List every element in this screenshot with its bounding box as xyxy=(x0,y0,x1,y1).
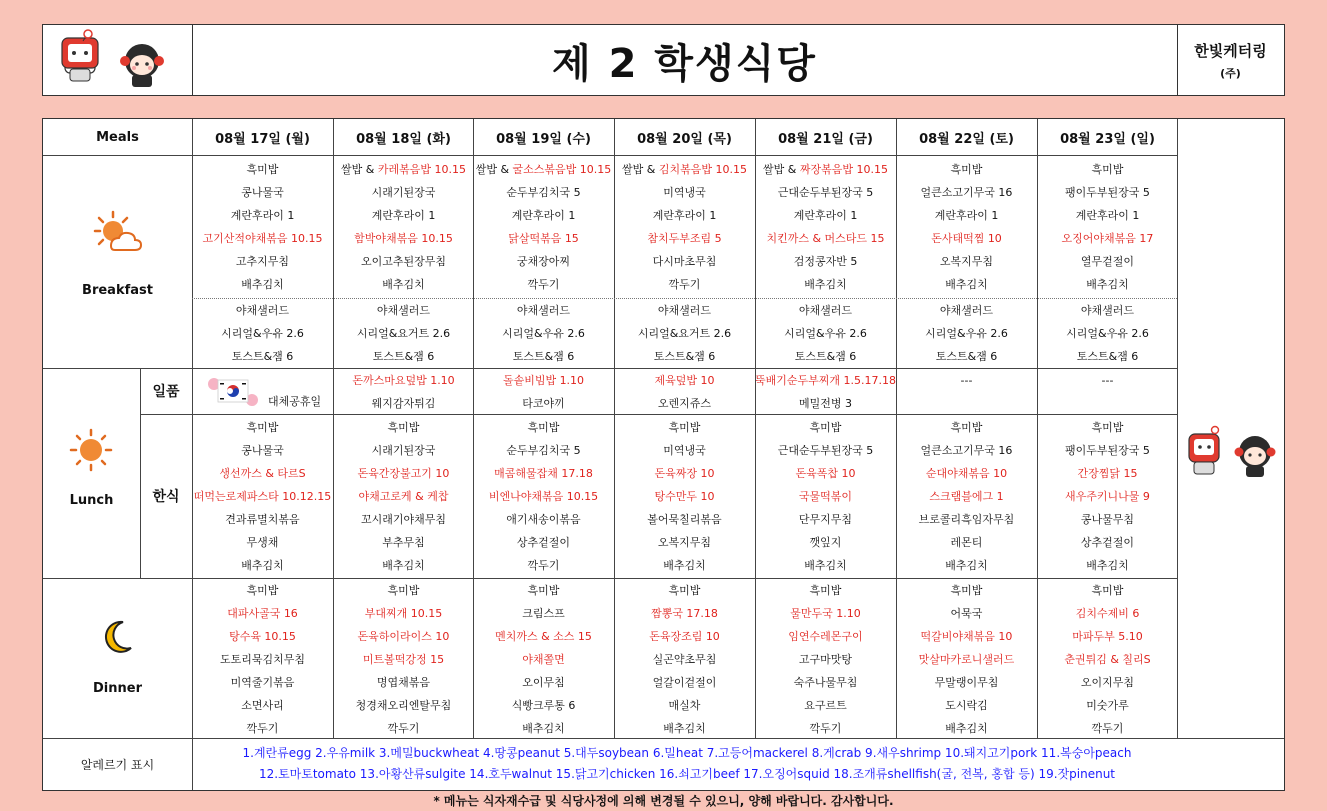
hansik-menu-item: 생선까스 & 타르S xyxy=(219,467,306,480)
dinner-label: Dinner xyxy=(93,681,142,696)
breakfast-extra-menu-item: 시리얼&우유 2.6 xyxy=(221,327,304,340)
dinner-menu-item: 부대찌개 10.15 xyxy=(364,607,443,620)
dinner-menu-item: 춘권튀김 & 칠리S xyxy=(1064,653,1151,666)
breakfast-menu-item: 계란후라이 1 xyxy=(511,209,576,222)
breakfast-menu-item xyxy=(333,158,474,181)
dinner-menu-item: 임연수레몬구이 xyxy=(788,630,863,643)
mascot-icon xyxy=(1179,424,1283,480)
sun-icon xyxy=(69,428,113,472)
dinner-menu-item: 김치수제비 6 xyxy=(1075,607,1140,620)
breakfast-extra-menu-item: 야채샐러드 xyxy=(798,304,853,317)
hansik-menu-item: 비엔나야채볶음 10.15 xyxy=(488,490,599,503)
breakfast-extra-menu-item: 토스트&잼 6 xyxy=(512,350,575,363)
ilpum-menu-item: --- xyxy=(960,374,973,387)
breakfast-menu-item: 계란후라이 1 xyxy=(1075,209,1140,222)
dinner-menu-item: 흑미밥 xyxy=(809,584,842,597)
menu-item-part-highlight: 카레볶음밥 10.15 xyxy=(377,163,466,176)
meals-header: Meals xyxy=(96,129,139,145)
ilpum-menu-item: 오렌지쥬스 xyxy=(657,397,712,410)
dinner-menu-item: 미숫가루 xyxy=(1086,699,1129,712)
breakfast-extra-menu-item: 토스트&잼 6 xyxy=(231,350,294,363)
lunch-label: Lunch xyxy=(69,493,114,508)
breakfast-extra-menu-item: 토스트&잼 6 xyxy=(794,350,857,363)
dinner-menu-item: 실곤약초무침 xyxy=(652,653,717,666)
breakfast-menu-item: 얼큰소고기무국 16 xyxy=(920,186,1013,199)
hansik-menu-item: 흑미밥 xyxy=(668,421,701,434)
breakfast-extra-menu-item: 야채샐러드 xyxy=(376,304,431,317)
dinner-menu-item: 청경채오리엔탈무침 xyxy=(355,699,452,712)
hansik-menu-item: 콩나물무침 xyxy=(1080,513,1135,526)
hansik-menu-item: 배추김치 xyxy=(945,559,988,572)
breakfast-extra-menu-item: 야채샐러드 xyxy=(939,304,994,317)
dinner-menu-item: 흑미밥 xyxy=(246,584,279,597)
dinner-menu-item: 마파두부 5.10 xyxy=(1072,630,1143,643)
breakfast-extra-menu-item: 토스트&잼 6 xyxy=(372,350,435,363)
dinner-menu-item: 깍두기 xyxy=(387,722,420,735)
mascot-icon xyxy=(43,25,192,95)
breakfast-extra-menu-item: 토스트&잼 6 xyxy=(1076,350,1139,363)
page-title-cell xyxy=(192,25,1178,95)
hansik-menu-item: 탕수만두 10 xyxy=(654,490,715,503)
date-header: 08월 23일 (일) xyxy=(1060,131,1155,147)
breakfast-menu-item: 근대순두부된장국 5 xyxy=(777,186,874,199)
allergy-label: 알레르기 표시 xyxy=(80,757,155,772)
menu-item-part: 쌀밥 & xyxy=(475,163,513,176)
company-name: 한빛케터링 xyxy=(1194,41,1267,60)
breakfast-menu-item: 배추김치 xyxy=(945,278,988,291)
breakfast-menu-item: 팽이두부된장국 5 xyxy=(1065,186,1150,199)
ilpum-menu-item: 돈까스마요덮밥 1.10 xyxy=(352,374,455,387)
hansik-menu-item: 흑미밥 xyxy=(527,421,560,434)
logo-cell xyxy=(43,25,193,95)
dinner-menu-item: 깍두기 xyxy=(1091,722,1124,735)
breakfast-menu-item: 계란후라이 1 xyxy=(793,209,858,222)
crescent-moon-icon xyxy=(103,620,133,654)
breakfast-menu-item: 흑미밥 xyxy=(1091,163,1124,176)
dinner-menu-item: 명엽채볶음 xyxy=(376,676,431,689)
dinner-menu-item: 배추김치 xyxy=(522,722,565,735)
breakfast-menu-item: 오복지무침 xyxy=(939,255,994,268)
breakfast-menu-item: 미역냉국 xyxy=(663,186,706,199)
dinner-menu-item: 무말랭이무침 xyxy=(934,676,999,689)
hansik-menu-item: 간장찜닭 15 xyxy=(1077,467,1138,480)
breakfast-extra-menu-item: 야채샐러드 xyxy=(657,304,712,317)
hansik-menu-item: 배추김치 xyxy=(1086,559,1129,572)
hansik-menu-item: 국물떡볶이 xyxy=(798,490,853,503)
hansik-menu-item: 견과류멸치볶음 xyxy=(225,513,300,526)
breakfast-menu-item: 배추김치 xyxy=(1086,278,1129,291)
menu-table xyxy=(42,118,1285,791)
hansik-menu-item: 스크램블에그 1 xyxy=(929,490,1004,503)
breakfast-menu-item: 검정콩자반 5 xyxy=(793,255,858,268)
breakfast-menu-item: 순두부김치국 5 xyxy=(506,186,581,199)
hansik-menu-item: 흑미밥 xyxy=(387,421,420,434)
date-header: 08월 22일 (토) xyxy=(919,131,1014,147)
dinner-menu-item: 대파사골국 16 xyxy=(227,607,298,620)
breakfast-extra-menu-item: 야채샐러드 xyxy=(1080,304,1135,317)
dinner-menu-item: 깍두기 xyxy=(809,722,842,735)
breakfast-extra-menu-item: 시리얼&우유 2.6 xyxy=(502,327,585,340)
company-cell xyxy=(1177,25,1284,95)
hansik-menu-item: 꼬시래기야채무침 xyxy=(360,513,446,526)
dinner-menu-item: 배추김치 xyxy=(945,722,988,735)
breakfast-menu-item: 배추김치 xyxy=(241,278,284,291)
dinner-menu-item: 도시락김 xyxy=(945,699,988,712)
dinner-menu-item: 야채쫄면 xyxy=(522,653,565,666)
ilpum-menu-item: 메밀전병 3 xyxy=(799,397,852,410)
menu-item-part: 쌀밥 & xyxy=(341,163,378,176)
breakfast-extra-menu-item: 토스트&잼 6 xyxy=(935,350,998,363)
ilpum-menu-item: 뚝배기순두부찌개 1.5.17.18 xyxy=(755,374,896,387)
hansik-menu-item: 상추겉절이 xyxy=(1080,536,1135,549)
dinner-menu-item: 흑미밥 xyxy=(950,584,983,597)
hansik-menu-item: 단무지무침 xyxy=(798,513,853,526)
hansik-menu-item: 부추무침 xyxy=(382,536,425,549)
date-header: 08월 18일 (화) xyxy=(356,131,451,147)
breakfast-extra-menu-item: 시리얼&요거트 2.6 xyxy=(356,327,451,340)
breakfast-extra-menu-item: 야채샐러드 xyxy=(516,304,571,317)
breakfast-menu-item: 배추김치 xyxy=(804,278,847,291)
date-header: 08월 19일 (수) xyxy=(496,131,591,147)
dinner-menu-item: 오이무침 xyxy=(522,676,565,689)
hansik-menu-item: 매콤해물잡채 17.18 xyxy=(494,467,593,480)
dinner-menu-item: 멘치까스 & 소스 15 xyxy=(495,630,592,643)
hansik-menu-item: 무생채 xyxy=(246,536,279,549)
ilpum-menu-item: 돌솥비빔밥 1.10 xyxy=(502,374,585,387)
day-column xyxy=(473,119,614,738)
breakfast-extra-menu-item: 야채샐러드 xyxy=(235,304,290,317)
footer-note: * 메뉴는 식자재수급 및 식당사정에 의해 변경될 수 있으니, 양해 바랍니다. 감사합니다. xyxy=(433,794,894,808)
date-header: 08월 20일 (목) xyxy=(637,131,732,147)
ilpum-menu-item: --- xyxy=(1101,374,1114,387)
dinner-label-cell xyxy=(43,578,192,738)
breakfast-menu-item: 계란후라이 1 xyxy=(230,209,295,222)
hansik-menu-item: 순두부김치국 5 xyxy=(506,444,581,457)
dinner-menu-item: 배추김치 xyxy=(663,722,706,735)
breakfast-menu-item: 오이고추된장무침 xyxy=(360,255,446,268)
breakfast-menu-item: 고기산적야채볶음 10.15 xyxy=(202,232,323,245)
breakfast-menu-item: 다시마초무침 xyxy=(652,255,717,268)
hansik-menu-item: 배추김치 xyxy=(241,559,284,572)
header-bar xyxy=(42,24,1285,96)
dinner-menu-item: 떡갈비야채볶음 10 xyxy=(920,630,1013,643)
hansik-menu-item: 얼큰소고기무국 16 xyxy=(920,444,1013,457)
hansik-menu-item: 브로콜리흑임자무침 xyxy=(918,513,1015,526)
menu-item-part-highlight: 김치볶음밥 10.15 xyxy=(658,163,747,176)
dinner-menu-item: 크림스프 xyxy=(522,607,565,620)
breakfast-menu-item: 참치두부조림 5 xyxy=(647,232,722,245)
hansik-menu-item: 돈육간장불고기 10 xyxy=(357,467,450,480)
breakfast-menu-item: 치킨까스 & 머스타드 15 xyxy=(766,232,885,245)
dinner-menu-item: 어묵국 xyxy=(950,607,983,620)
hansik-menu-item: 깍두기 xyxy=(527,559,560,572)
hansik-menu-item: 애기새송이볶음 xyxy=(506,513,581,526)
breakfast-extra-menu-item: 시리얼&요거트 2.6 xyxy=(637,327,732,340)
hansik-menu-item: 팽이두부된장국 5 xyxy=(1065,444,1150,457)
dinner-menu-item: 고구마맛탕 xyxy=(798,653,853,666)
hansik-menu-item: 야채고로케 & 케찹 xyxy=(358,490,449,503)
dinner-menu-item: 매실차 xyxy=(668,699,701,712)
hansik-menu-item: 흑미밥 xyxy=(809,421,842,434)
breakfast-menu-item: 함박야채볶음 10.15 xyxy=(354,232,453,245)
hansik-menu-item: 흑미밥 xyxy=(1091,421,1124,434)
breakfast-menu-item: 계란후라이 1 xyxy=(371,209,436,222)
lunch-label-cell xyxy=(43,368,140,578)
dinner-menu-item: 짬뽕국 17.18 xyxy=(651,607,718,620)
hansik-menu-item: 오복지무침 xyxy=(657,536,712,549)
hansik-menu-item: 깻잎지 xyxy=(809,536,842,549)
hansik-menu-item: 순대야채볶음 10 xyxy=(925,467,1008,480)
hansik-menu-item: 흑미밥 xyxy=(950,421,983,434)
breakfast-menu-item: 닭살떡볶음 15 xyxy=(508,232,579,245)
breakfast-menu-item: 고추지무침 xyxy=(235,255,290,268)
hansik-menu-item: 배추김치 xyxy=(663,559,706,572)
hansik-menu-item: 근대순두부된장국 5 xyxy=(777,444,874,457)
menu-item-part: 쌀밥 & xyxy=(622,163,659,176)
dinner-menu-item: 깍두기 xyxy=(246,722,279,735)
page-title: 제 2 학생식당 xyxy=(552,40,817,87)
breakfast-menu-item xyxy=(614,158,755,181)
dinner-menu-item: 흑미밥 xyxy=(527,584,560,597)
dinner-menu-item: 흑미밥 xyxy=(1091,584,1124,597)
dinner-menu-item: 얼갈이겉절이 xyxy=(652,676,717,689)
day-column xyxy=(192,119,333,738)
dinner-menu-item: 물만두국 1.10 xyxy=(790,607,861,620)
breakfast-menu-item: 오징어야채볶음 17 xyxy=(1061,232,1154,245)
breakfast-menu-item xyxy=(755,158,896,181)
dinner-menu-item: 숙주나물무침 xyxy=(793,676,858,689)
dinner-menu-item: 도토리묵김치무침 xyxy=(219,653,305,666)
allergy-line-1: 1.계란류egg 2.우유milk 3.메밀buckwheat 4.땅콩peanut 5.대두soybean 6.밀heat 7.고등어mackerel 8.게crab 9.새우shrimp 10.돼지고기pork 11.복숭아peach xyxy=(242,746,1132,760)
hansik-menu-item: 미역냉국 xyxy=(663,444,706,457)
hansik-menu-item: 흑미밥 xyxy=(246,421,279,434)
dinner-menu-item: 맛살마카로니샐러드 xyxy=(918,653,1015,666)
dinner-menu-item: 요구르트 xyxy=(804,699,847,712)
holiday-label: 대체공휴일 xyxy=(268,395,322,408)
hansik-menu-item: 떠먹는로제파스타 10.12.15 xyxy=(193,490,332,503)
hansik-menu-item: 콩나물국 xyxy=(241,444,284,457)
ilpum-label: 일품 xyxy=(152,384,180,400)
hansik-menu-item: 돈육짜장 10 xyxy=(654,467,715,480)
hansik-menu-item: 볼어묵칠리볶음 xyxy=(647,513,722,526)
breakfast-menu-item: 흑미밥 xyxy=(246,163,279,176)
dinner-menu-item: 돈육장조림 10 xyxy=(649,630,720,643)
allergy-line-2: 12.토마토tomato 13.아황산류sulgite 14.호두walnut 15.닭고기chicken 16.쇠고기beef 17.오징어squid 18.조개류shellfish(굴, 전복, 홍합 등) 19.잣pinenut xyxy=(258,767,1116,781)
hansik-menu-item: 돈육폭찹 10 xyxy=(795,467,856,480)
hansik-menu-item: 배추김치 xyxy=(804,559,847,572)
menu-item-part-highlight: 짜장볶음밥 10.15 xyxy=(799,163,888,176)
breakfast-extra-menu-item: 시리얼&우유 2.6 xyxy=(1066,327,1149,340)
breakfast-menu-item: 시래기된장국 xyxy=(371,186,436,199)
hansik-menu-item: 상추겉절이 xyxy=(516,536,571,549)
breakfast-menu-item: 깍두기 xyxy=(527,278,560,291)
company-suffix: (주) xyxy=(1220,66,1241,80)
hansik-menu-item: 레몬티 xyxy=(950,536,983,549)
breakfast-extra-menu-item: 시리얼&우유 2.6 xyxy=(925,327,1008,340)
breakfast-label: Breakfast xyxy=(82,283,153,298)
breakfast-menu-item: 궁채장아찌 xyxy=(516,255,571,268)
menu-item-part: 쌀밥 & xyxy=(763,163,800,176)
dinner-menu-item: 돈육하이라이스 10 xyxy=(357,630,450,643)
ilpum-menu-item: 타코야끼 xyxy=(522,397,565,410)
hansik-menu-item: 시래기된장국 xyxy=(371,444,436,457)
sun-behind-cloud-icon xyxy=(93,210,143,254)
breakfast-menu-item: 흑미밥 xyxy=(950,163,983,176)
hansik-label: 한식 xyxy=(152,489,180,505)
breakfast-extra-menu-item: 토스트&잼 6 xyxy=(653,350,716,363)
dinner-menu-item: 흑미밥 xyxy=(387,584,420,597)
ilpum-menu-item: 웨지감자튀김 xyxy=(371,397,436,410)
dinner-menu-item: 미트볼떡강정 15 xyxy=(362,653,445,666)
date-header: 08월 21일 (금) xyxy=(778,131,873,147)
breakfast-menu-item: 열무겉절이 xyxy=(1080,255,1135,268)
breakfast-menu-item: 배추김치 xyxy=(382,278,425,291)
dinner-menu-item: 소면사리 xyxy=(241,699,284,712)
menu-item-part-highlight: 굴소스볶음밥 10.15 xyxy=(512,163,612,176)
hansik-menu-item: 배추김치 xyxy=(382,559,425,572)
dinner-menu-item: 오이지무침 xyxy=(1080,676,1135,689)
breakfast-extra-menu-item: 시리얼&우유 2.6 xyxy=(784,327,867,340)
day-column xyxy=(896,119,1037,738)
date-header: 08월 17일 (월) xyxy=(215,131,310,147)
hansik-menu-item: 새우주키니나물 9 xyxy=(1065,490,1150,503)
day-column xyxy=(614,119,755,738)
day-column xyxy=(1037,119,1178,738)
dinner-menu-item: 식빵크루통 6 xyxy=(511,699,576,712)
ilpum-menu-item: 제육덮밥 10 xyxy=(654,374,715,387)
day-column xyxy=(755,119,896,738)
day-column xyxy=(333,119,474,738)
breakfast-menu-item: 계란후라이 1 xyxy=(934,209,999,222)
breakfast-menu-item: 돈사태떡찜 10 xyxy=(931,232,1002,245)
breakfast-menu-item: 깍두기 xyxy=(668,278,701,291)
breakfast-menu-item: 계란후라이 1 xyxy=(652,209,717,222)
breakfast-menu-item: 콩나물국 xyxy=(241,186,284,199)
dinner-menu-item: 탕수육 10.15 xyxy=(229,630,296,643)
breakfast-label-cell xyxy=(43,155,192,368)
breakfast-menu-item xyxy=(473,158,614,181)
dinner-menu-item: 흑미밥 xyxy=(668,584,701,597)
dinner-menu-item: 미역줄기볶음 xyxy=(230,676,295,689)
